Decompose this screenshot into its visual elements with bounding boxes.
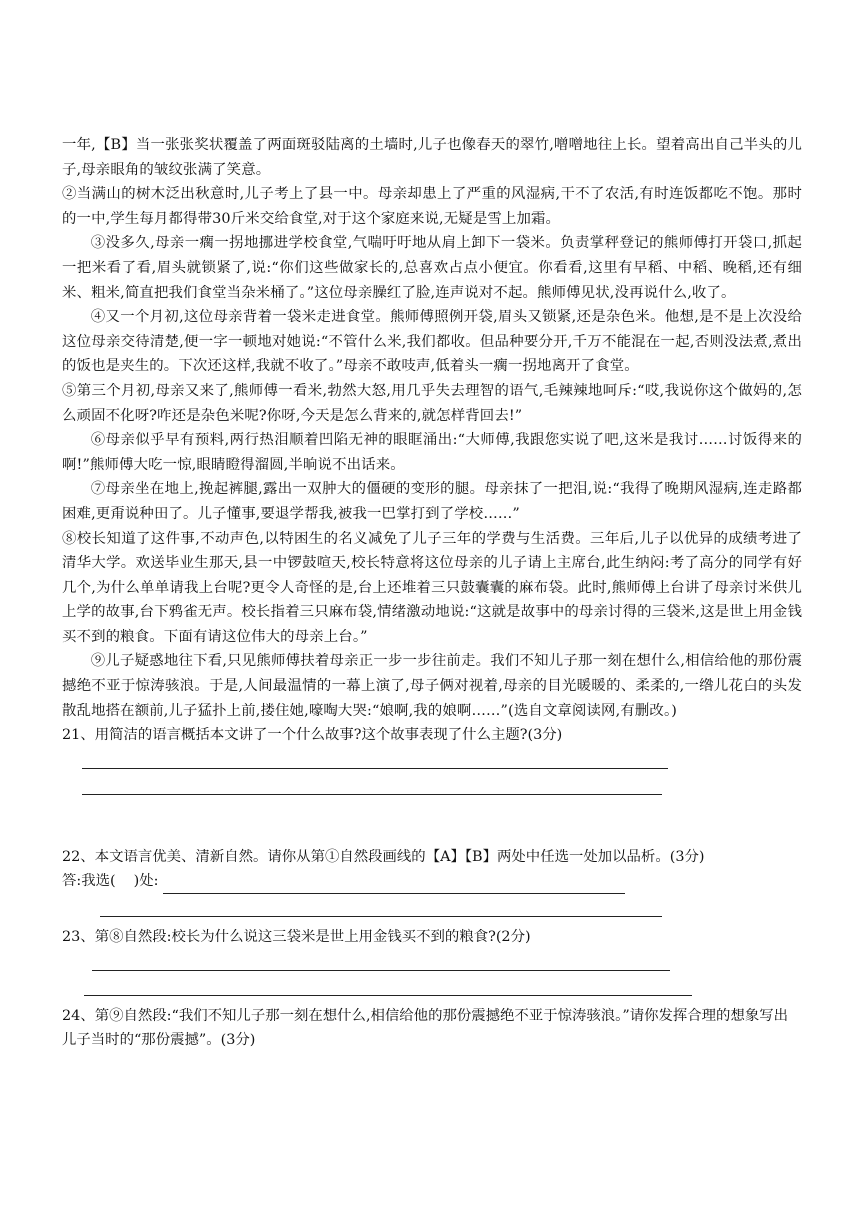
question-23: 23、第⑧自然段:校长为什么说这三袋米是世上用金钱买不到的粮食?(2分) (62, 929, 531, 946)
answer-line-22a[interactable] (163, 877, 625, 894)
question-22: 22、本文语言优美、清新自然。请你从第①自然段画线的【A】【B】两处中任选一处加以品析。(3分) (62, 848, 705, 865)
paragraph-4: ④又一个月初,这位母亲背着一袋米走进食堂。熊师傅照例开袋,眉头又锁紧,还是杂色米。他想,是不是上次没给这位母亲交待清楚,便一字一顿地对她说:“不管什么米,我们都收。但品种要分开,千万不能混在一起,否则没法煮,煮出的饭也是夹生的。下次还这样,我就不收了。”母亲不敢吱声,低着头一瘸一拐地离开了食堂。 (62, 309, 802, 375)
paragraph-7: ⑦母亲坐在地上,挽起裤腿,露出一双肿大的僵硬的变形的腿。母亲抹了一把泪,说:“我得了晚期风湿病,连走路都困难,更甭说种田了。儿子懂事,要退学帮我,被我一巴掌打到了学校……” (62, 481, 802, 522)
answer-line-23b[interactable] (84, 995, 692, 996)
question-24: 24、第⑨自然段:“我们不知儿子那一刻在想什么,相信给他的那份震撼绝不亚于惊涛骇浪。”请你发挥合理的想象写出儿子当时的“那份震撼”。(3分) (62, 1007, 789, 1049)
answer-line-21a[interactable] (82, 768, 668, 769)
answer-suffix-22: )处: (133, 873, 159, 890)
answer-prefix-22: 答:我选( (62, 873, 116, 890)
paragraph-3: ③没多久,母亲一瘸一拐地挪进学校食堂,气喘吁吁地从肩上卸下一袋米。负责掌秤登记的熊师傅打开袋口,抓起一把米看了看,眉头就锁紧了,说:“你们这些做家长的,总喜欢占点小便宜。你看看,这里有早稻、中稻、晚稻,还有细米、粗米,简直把我们食堂当杂米桶了。”这位母亲臊红了脸,连声说对不起。熊师傅见状,没再说什么,收了。 (62, 235, 802, 301)
paragraph-9: ⑨儿子疑惑地往下看,只见熊师傅扶着母亲正一步一步往前走。我们不知儿子那一刻在想什么,相信给他的那份震撼绝不亚于惊涛骇浪。于是,人间最温情的一幕上演了,母子俩对视着,母亲的目光暖暖的、柔柔的,一绺儿花白的头发散乱地搭在额前,儿子猛扑上前,搂住她,嚎啕大哭:“娘啊,我的娘啊……”(选自文章阅读网,有删改。) (62, 653, 802, 719)
paragraph-6: ⑥母亲似乎早有预料,两行热泪顺着凹陷无神的眼眶涌出:“大师傅,我跟您实说了吧,这米是我讨……讨饭得来的啊!”熊师傅大吃一惊,眼睛瞪得溜圆,半晌说不出话来。 (62, 432, 802, 473)
paragraph-2: ②当满山的树木泛出秋意时,儿子考上了县一中。母亲却患上了严重的风湿病,干不了农活,有时连饭都吃不饱。那时的一中,学生每月都得带30斤米交给食堂,对于这个家庭来说,无疑是雪上加霜。 (62, 186, 802, 227)
question-21: 21、用简洁的语言概括本文讲了一个什么故事?这个故事表现了什么主题?(3分) (62, 727, 563, 744)
answer-line-21b[interactable] (82, 794, 662, 795)
answer-row-22 (62, 869, 802, 894)
paragraph-1-continued: 一年,【B】当一张张奖状覆盖了两面斑驳陆离的土墙时,儿子也像春天的翠竹,噌噌地往上长。望着高出自己半头的儿子,母亲眼角的皱纹张满了笑意。 (62, 137, 802, 178)
answer-line-23a[interactable] (92, 970, 670, 971)
answer-line-22b[interactable] (100, 916, 662, 917)
exam-page (62, 133, 802, 1053)
paragraph-8: ⑧校长知道了这件事,不动声色,以特困生的名义减免了儿子三年的学费与生活费。三年后,儿子以优异的成绩考进了清华大学。欢送毕业生那天,县一中锣鼓喧天,校长特意将这位母亲的儿子请上主席台,此生纳闷:考了高分的同学有好几个,为什么单单请我上台呢?更令人奇怪的是,台上还堆着三只鼓囊囊的麻布袋。此时,熊师傅上台讲了母亲讨米供儿上学的故事,台下鸦雀无声。校长指着三只麻布袋,情绪激动地说:“这就是故事中的母亲讨得的三袋米,这是世上用金钱买不到的粮食。下面有请这位伟大的母亲上台。” (62, 530, 802, 645)
paragraph-5: ⑤第三个月初,母亲又来了,熊师傅一看米,勃然大怒,用几乎失去理智的语气,毛辣辣地呵斥:“哎,我说你这个做妈的,怎么顽固不化呀?咋还是杂色米呢?你呀,今天是怎么背来的,就怎样背回去!” (62, 382, 802, 424)
